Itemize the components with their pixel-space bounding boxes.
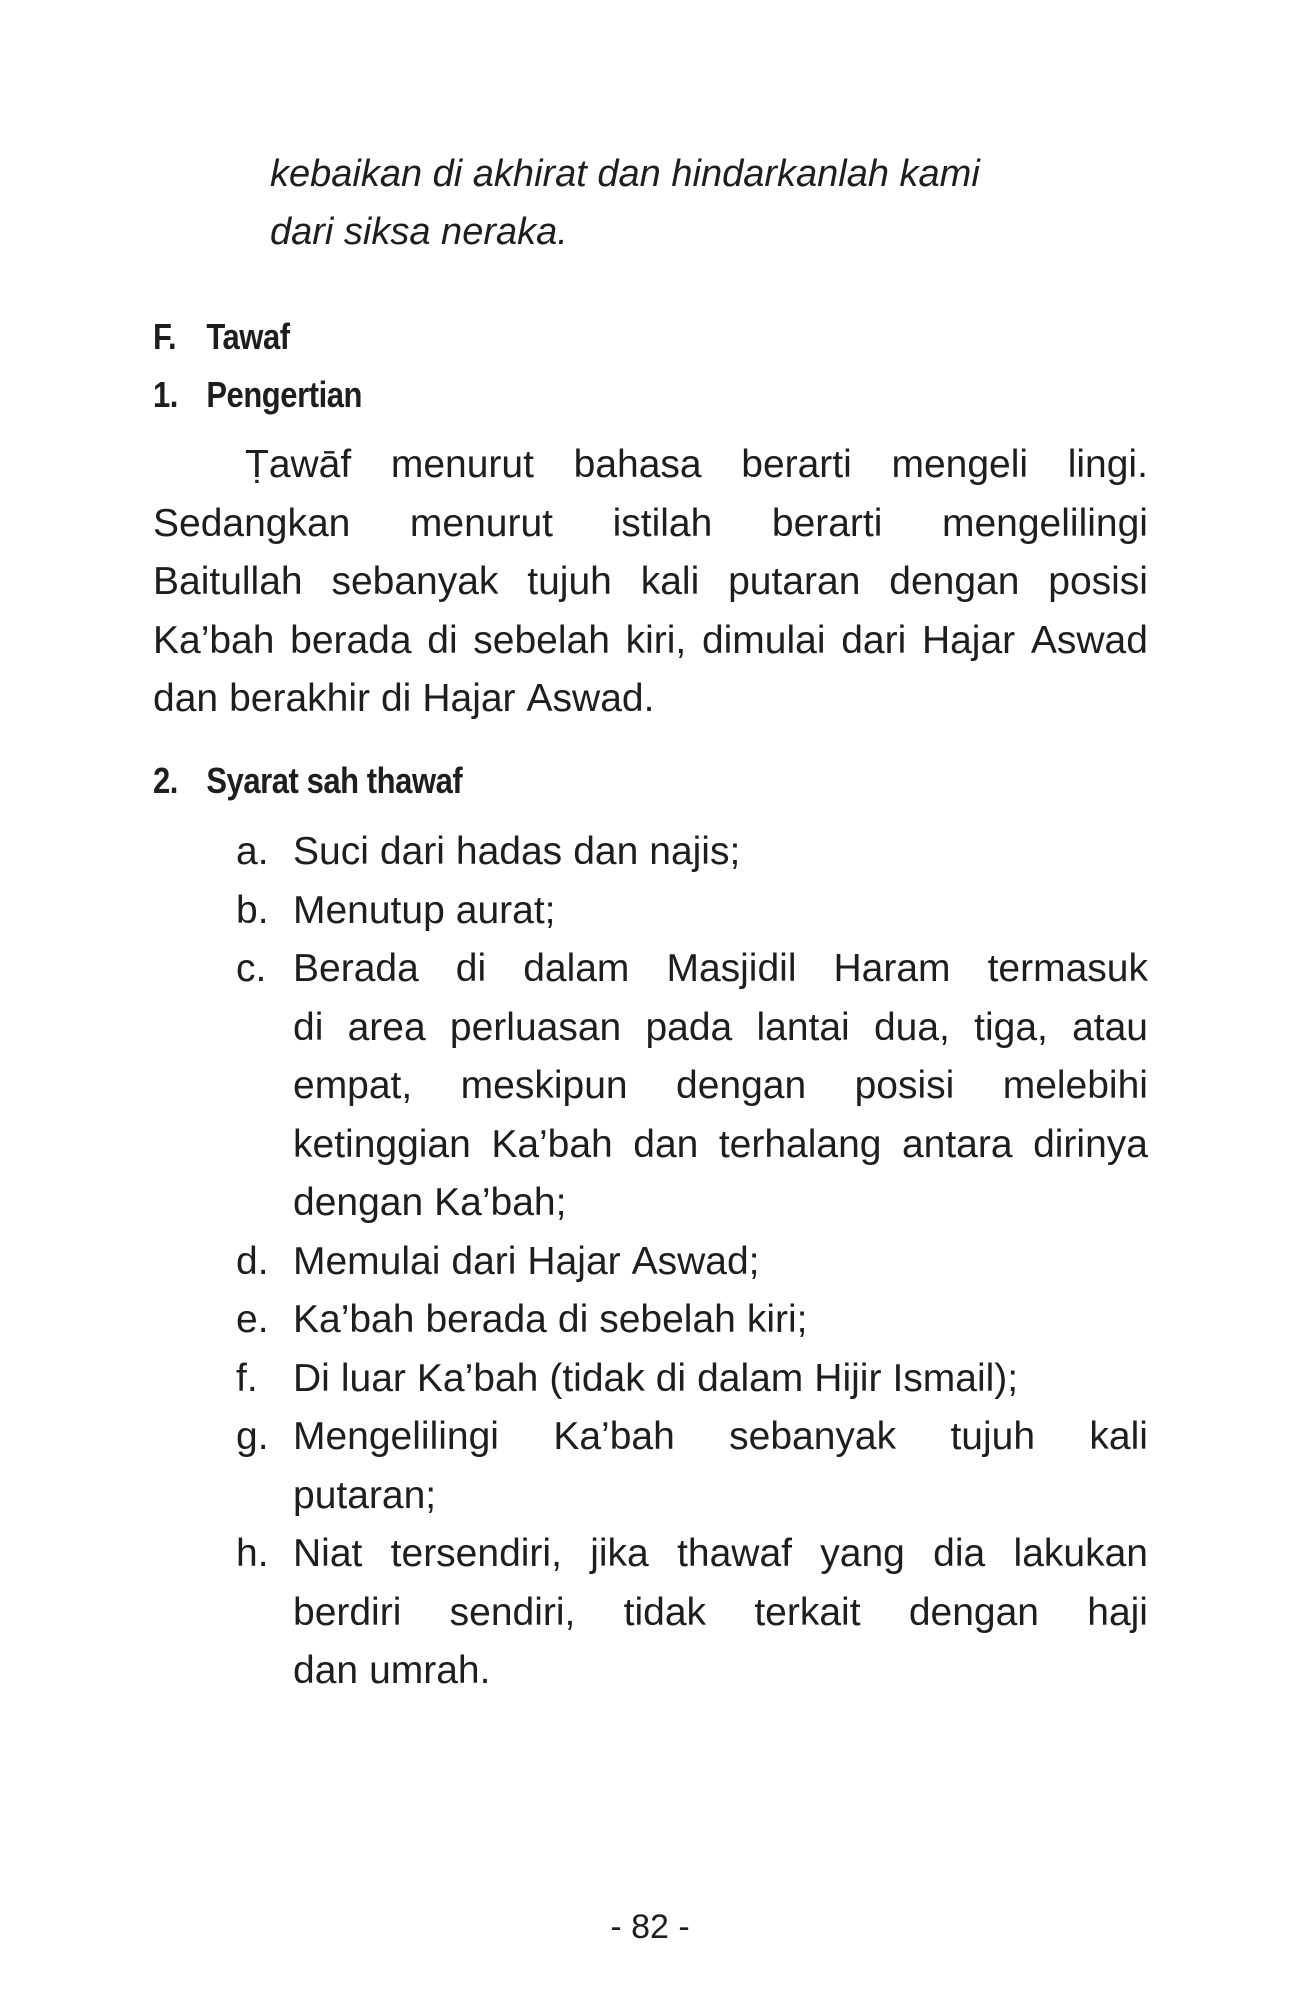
word: bahasa xyxy=(573,443,702,486)
word: di xyxy=(380,677,412,720)
word: di xyxy=(557,1298,589,1341)
list-item-letter: b. xyxy=(236,888,269,932)
word: (tidak xyxy=(549,1356,645,1400)
word: Ka’bah xyxy=(491,1122,613,1166)
word: terhalang xyxy=(718,1122,882,1166)
subheading-syarat xyxy=(153,760,462,802)
list-item-letter: h. xyxy=(236,1532,269,1575)
word: Ṭawāf xyxy=(245,443,352,486)
word: dua, xyxy=(873,1005,950,1049)
word: aurat; xyxy=(455,888,556,932)
word: tujuh xyxy=(527,560,612,603)
list-item-letter: e. xyxy=(236,1298,269,1341)
word: Hajar xyxy=(422,677,516,720)
list-item-line xyxy=(293,1057,1148,1116)
list-item-line xyxy=(293,1584,1148,1643)
word: lingi. xyxy=(1067,443,1148,486)
word: pada xyxy=(645,1005,733,1049)
word: dari xyxy=(841,618,907,662)
word: Ka’bah xyxy=(153,618,275,662)
word: berarti xyxy=(741,443,852,486)
list-item-line xyxy=(293,999,1148,1058)
list-item-line xyxy=(293,1116,1148,1175)
word: Suci xyxy=(293,830,369,873)
word: sebanyak xyxy=(331,560,499,603)
word: Niat xyxy=(293,1532,363,1575)
word: dan xyxy=(573,830,639,873)
word: sebanyak xyxy=(729,1415,897,1458)
word: area xyxy=(347,1005,426,1049)
word: dalam xyxy=(697,1356,804,1400)
word: Aswad. xyxy=(526,677,655,720)
word: Menutup xyxy=(293,888,445,932)
word: hadas xyxy=(455,830,563,873)
page-number: - 82 - xyxy=(610,1908,690,1946)
word: termasuk xyxy=(987,947,1148,990)
list-item xyxy=(236,1525,1148,1701)
list-item-line xyxy=(293,1642,1148,1701)
word: istilah xyxy=(612,501,713,545)
list-item xyxy=(236,1408,1148,1525)
word: kali xyxy=(640,560,700,603)
word: yang xyxy=(820,1532,905,1575)
word: menurut xyxy=(390,443,534,486)
list-item-letter: d. xyxy=(236,1239,269,1283)
word: Berada xyxy=(293,947,419,990)
word: di xyxy=(455,947,487,990)
list-item xyxy=(236,1291,1148,1350)
word: Hijir xyxy=(814,1356,882,1400)
word: haji xyxy=(1087,1590,1148,1634)
word: dan xyxy=(153,677,219,720)
word: Haram xyxy=(833,947,951,990)
list-item xyxy=(236,823,1148,882)
word: berdiri xyxy=(293,1590,402,1634)
subheading-marker: 2. xyxy=(153,760,178,801)
word: berada xyxy=(425,1298,547,1341)
word: tiga, xyxy=(974,1005,1048,1049)
word: dimulai xyxy=(701,618,826,662)
subheading-marker: 1. xyxy=(153,374,178,415)
word: kiri, xyxy=(625,618,687,662)
section-title: Tawaf xyxy=(206,316,290,357)
word: di xyxy=(655,1356,687,1400)
paragraph-line xyxy=(153,495,1148,554)
list-item-line xyxy=(293,1467,1148,1526)
list-item-line xyxy=(293,1525,1148,1584)
list-item-line xyxy=(293,882,1148,941)
word: terkait xyxy=(754,1590,861,1634)
list-item-line xyxy=(293,1408,1148,1467)
word: meskipun xyxy=(460,1064,628,1107)
word: Ismail); xyxy=(892,1356,1019,1400)
word: sebelah xyxy=(473,618,610,662)
requirements-list xyxy=(236,823,1148,1701)
paragraph-line xyxy=(153,670,1148,729)
word: jika xyxy=(590,1532,649,1575)
word: Aswad xyxy=(1030,618,1148,662)
word: Baitullah xyxy=(153,560,303,603)
word: posisi xyxy=(1048,560,1148,603)
word: thawaf xyxy=(677,1532,792,1575)
paragraph-line xyxy=(153,612,1148,671)
word: Sedangkan xyxy=(153,501,351,545)
word: antara xyxy=(901,1122,1013,1166)
word: tidak xyxy=(623,1590,707,1634)
word: dirinya xyxy=(1033,1122,1148,1166)
word: dengan xyxy=(889,560,1020,603)
word: mengeli xyxy=(891,443,1029,486)
list-item-line xyxy=(293,1174,1148,1233)
list-item-letter: c. xyxy=(236,947,267,990)
word: tersendiri, xyxy=(390,1532,562,1575)
word: dari xyxy=(379,830,445,873)
word: putaran; xyxy=(293,1473,437,1517)
continuation-line: dari siksa neraka. xyxy=(270,211,568,253)
word: Aswad; xyxy=(631,1239,760,1283)
word: kiri; xyxy=(746,1298,808,1341)
word: Memulai xyxy=(293,1239,441,1283)
continuation-text xyxy=(270,145,1170,261)
word: Ka’bah xyxy=(293,1298,415,1341)
word: mengelilingi xyxy=(942,501,1148,545)
list-item xyxy=(236,1350,1148,1409)
word: dalam xyxy=(523,947,630,990)
word: kali xyxy=(1089,1415,1148,1458)
word: Masjidil xyxy=(666,947,797,990)
list-item-letter: f. xyxy=(236,1356,258,1400)
word: dia xyxy=(933,1532,986,1575)
word: menurut xyxy=(409,501,553,545)
paragraph-line xyxy=(153,553,1148,612)
word: dari xyxy=(451,1239,517,1283)
word: ketinggian xyxy=(293,1122,471,1166)
word: Mengelilingi xyxy=(293,1415,499,1458)
word: sendiri, xyxy=(449,1590,576,1634)
word: dan xyxy=(293,1649,359,1692)
word: empat, xyxy=(293,1064,413,1107)
list-item-line xyxy=(293,823,1148,882)
word: umrah. xyxy=(369,1649,491,1692)
word: di xyxy=(427,618,458,662)
word: perluasan xyxy=(449,1005,622,1049)
word: Hajar xyxy=(527,1239,621,1283)
word: sebelah xyxy=(599,1298,736,1341)
list-item xyxy=(236,1233,1148,1292)
subheading-title: Pengertian xyxy=(206,374,363,415)
word: putaran xyxy=(728,560,861,603)
word: dengan xyxy=(293,1181,424,1224)
word: Hajar xyxy=(921,618,1016,662)
word: dan xyxy=(633,1122,699,1166)
word: luar xyxy=(340,1356,406,1400)
word: Di xyxy=(293,1356,330,1400)
list-item-line xyxy=(293,1233,1148,1292)
subheading-title: Syarat sah thawaf xyxy=(206,760,463,801)
word: berakhir xyxy=(229,677,370,720)
list-item xyxy=(236,940,1148,1233)
continuation-line: kebaikan di akhirat dan hindarkanlah kami xyxy=(270,153,980,195)
definition-paragraph xyxy=(153,436,1148,729)
word: berarti xyxy=(771,501,883,545)
word: Ka’bah xyxy=(553,1415,675,1458)
word: lantai xyxy=(756,1005,850,1049)
paragraph-line xyxy=(153,436,1148,495)
list-item-letter: g. xyxy=(236,1415,269,1458)
word: dengan xyxy=(676,1064,807,1107)
list-item-line xyxy=(293,1350,1148,1409)
word: Ka’bah xyxy=(416,1356,539,1400)
word: dengan xyxy=(908,1590,1039,1634)
section-marker: F. xyxy=(153,316,177,357)
word: posisi xyxy=(854,1064,955,1107)
word: di xyxy=(293,1005,324,1049)
word: atau xyxy=(1072,1005,1148,1049)
list-item-letter: a. xyxy=(236,830,269,873)
word: lakukan xyxy=(1013,1532,1148,1575)
word: tujuh xyxy=(950,1415,1036,1458)
subheading-pengertian xyxy=(153,374,362,416)
list-item-line xyxy=(293,940,1148,999)
word: najis; xyxy=(649,830,741,873)
list-item xyxy=(236,882,1148,941)
section-heading-tawaf xyxy=(153,316,290,358)
list-item-line xyxy=(293,1291,1148,1350)
word: melebihi xyxy=(1002,1064,1148,1107)
word: Ka’bah; xyxy=(434,1181,567,1224)
word: berada xyxy=(290,618,412,662)
